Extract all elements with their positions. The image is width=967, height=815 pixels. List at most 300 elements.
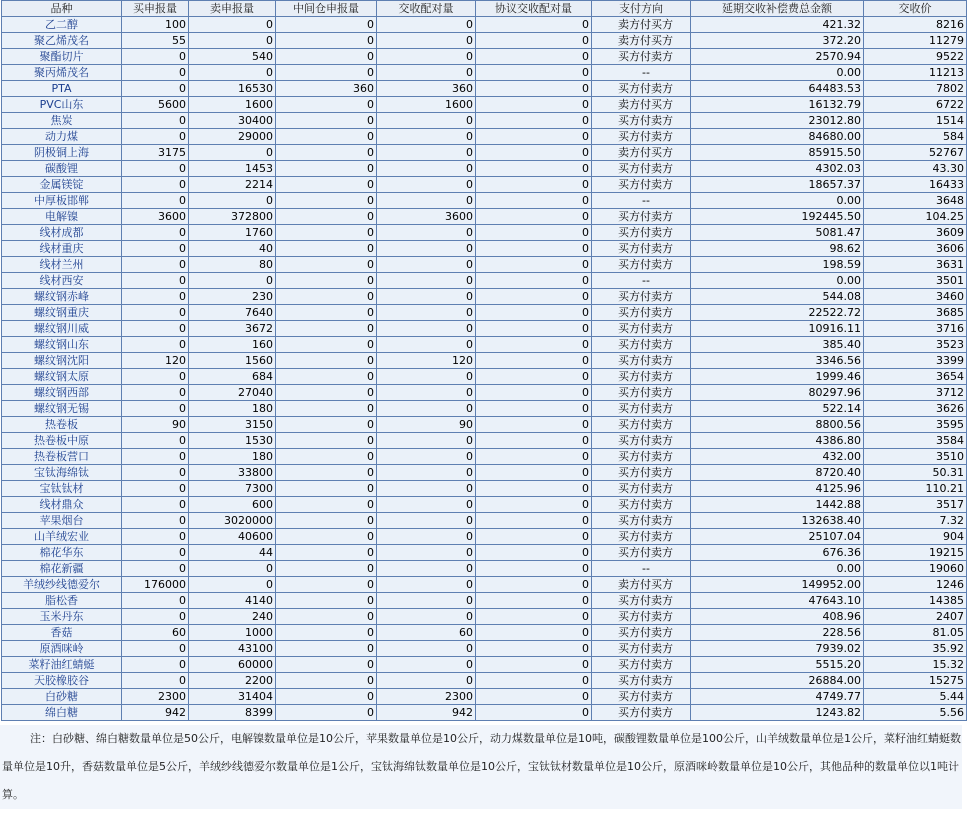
cell-agreement-qty: 0 — [476, 113, 592, 129]
cell-match-qty: 0 — [377, 593, 476, 609]
table-header-row — [2, 1, 967, 17]
cell-pay-direction: 买方付卖方 — [592, 321, 691, 337]
cell-product: 螺纹钢沈阳 — [2, 353, 122, 369]
cell-buy-qty: 0 — [122, 481, 189, 497]
cell-middle-qty: 0 — [276, 417, 377, 433]
table-row — [2, 257, 967, 273]
cell-middle-qty: 0 — [276, 337, 377, 353]
cell-agreement-qty: 0 — [476, 273, 592, 289]
cell-product: 羊绒纱线德爱尔 — [2, 577, 122, 593]
cell-price: 5.56 — [864, 705, 967, 721]
cell-pay-direction: 买方付卖方 — [592, 337, 691, 353]
cell-sell-qty: 40 — [189, 241, 276, 257]
cell-compensation: 85915.50 — [691, 145, 864, 161]
table-row — [2, 113, 967, 129]
cell-sell-qty: 0 — [189, 273, 276, 289]
note-text: 注：白砂糖、绵白糖数量单位是50公斤，电解镍数量单位是10公斤，苹果数量单位是10公斤，动力煤数量单位是10吨，碳酸锂数量单位是100公斤，山羊绒数量单位是1公斤，菜籽油红蜻蜓数量单位是10升，香菇数量单位是5公斤，羊绒纱线德爱尔数量单位是1公斤，宝钛海绵钛数量单位是10公斤，宝钛钛材数量单位是10公斤，原酒咪岭数量单位是10公斤，其他品种的数量单位以1吨计算。 — [2, 732, 961, 801]
cell-match-qty: 0 — [377, 113, 476, 129]
cell-match-qty: 0 — [377, 513, 476, 529]
cell-sell-qty: 1760 — [189, 225, 276, 241]
cell-match-qty: 60 — [377, 625, 476, 641]
cell-match-qty: 0 — [377, 241, 476, 257]
cell-product: 玉米丹东 — [2, 609, 122, 625]
table-row — [2, 705, 967, 721]
cell-buy-qty: 0 — [122, 497, 189, 513]
cell-product: 螺纹钢太原 — [2, 369, 122, 385]
table-row — [2, 625, 967, 641]
cell-middle-qty: 0 — [276, 545, 377, 561]
cell-agreement-qty: 0 — [476, 401, 592, 417]
cell-sell-qty: 684 — [189, 369, 276, 385]
cell-agreement-qty: 0 — [476, 145, 592, 161]
cell-buy-qty: 0 — [122, 65, 189, 81]
cell-price: 16433 — [864, 177, 967, 193]
cell-sell-qty: 8399 — [189, 705, 276, 721]
cell-match-qty: 0 — [377, 337, 476, 353]
cell-match-qty: 0 — [377, 369, 476, 385]
table-row — [2, 529, 967, 545]
cell-middle-qty: 0 — [276, 321, 377, 337]
cell-price: 1514 — [864, 113, 967, 129]
cell-sell-qty: 1600 — [189, 97, 276, 113]
table-row — [2, 465, 967, 481]
cell-compensation: 432.00 — [691, 449, 864, 465]
cell-agreement-qty: 0 — [476, 177, 592, 193]
cell-match-qty: 0 — [377, 257, 476, 273]
table-row — [2, 81, 967, 97]
cell-buy-qty: 0 — [122, 241, 189, 257]
cell-compensation: 47643.10 — [691, 593, 864, 609]
cell-buy-qty: 0 — [122, 49, 189, 65]
cell-middle-qty: 0 — [276, 209, 377, 225]
table-row — [2, 209, 967, 225]
cell-price: 3606 — [864, 241, 967, 257]
cell-price: 104.25 — [864, 209, 967, 225]
cell-price: 3460 — [864, 289, 967, 305]
cell-match-qty: 0 — [377, 385, 476, 401]
table-row — [2, 145, 967, 161]
cell-agreement-qty: 0 — [476, 289, 592, 305]
table-row — [2, 161, 967, 177]
cell-product: 线材兰州 — [2, 257, 122, 273]
cell-price: 3399 — [864, 353, 967, 369]
cell-buy-qty: 0 — [122, 609, 189, 625]
cell-match-qty: 0 — [377, 401, 476, 417]
cell-sell-qty: 31404 — [189, 689, 276, 705]
table-row — [2, 401, 967, 417]
cell-price: 15275 — [864, 673, 967, 689]
cell-buy-qty: 0 — [122, 513, 189, 529]
cell-buy-qty: 55 — [122, 33, 189, 49]
cell-price: 3510 — [864, 449, 967, 465]
cell-compensation: 228.56 — [691, 625, 864, 641]
cell-compensation: 80297.96 — [691, 385, 864, 401]
cell-price: 81.05 — [864, 625, 967, 641]
cell-pay-direction: 买方付卖方 — [592, 289, 691, 305]
cell-middle-qty: 0 — [276, 257, 377, 273]
cell-buy-qty: 0 — [122, 321, 189, 337]
cell-compensation: 132638.40 — [691, 513, 864, 529]
cell-agreement-qty: 0 — [476, 385, 592, 401]
cell-price: 3631 — [864, 257, 967, 273]
cell-agreement-qty: 0 — [476, 193, 592, 209]
cell-agreement-qty: 0 — [476, 625, 592, 641]
cell-sell-qty: 40600 — [189, 529, 276, 545]
cell-middle-qty: 0 — [276, 609, 377, 625]
cell-buy-qty: 176000 — [122, 577, 189, 593]
cell-agreement-qty: 0 — [476, 465, 592, 481]
cell-price: 3595 — [864, 417, 967, 433]
cell-compensation: 198.59 — [691, 257, 864, 273]
cell-price: 6722 — [864, 97, 967, 113]
cell-buy-qty: 90 — [122, 417, 189, 433]
cell-price: 11213 — [864, 65, 967, 81]
cell-price: 3584 — [864, 433, 967, 449]
cell-pay-direction: 买方付卖方 — [592, 177, 691, 193]
cell-compensation: 0.00 — [691, 65, 864, 81]
cell-buy-qty: 3600 — [122, 209, 189, 225]
cell-compensation: 1442.88 — [691, 497, 864, 513]
cell-compensation: 22522.72 — [691, 305, 864, 321]
cell-match-qty: 0 — [377, 641, 476, 657]
cell-agreement-qty: 0 — [476, 257, 592, 273]
cell-price: 11279 — [864, 33, 967, 49]
cell-product: 热卷板 — [2, 417, 122, 433]
cell-product: 螺纹钢川威 — [2, 321, 122, 337]
cell-pay-direction: 买方付卖方 — [592, 593, 691, 609]
table-row — [2, 513, 967, 529]
cell-agreement-qty: 0 — [476, 49, 592, 65]
cell-compensation: 0.00 — [691, 273, 864, 289]
cell-price: 3648 — [864, 193, 967, 209]
cell-pay-direction: 买方付卖方 — [592, 225, 691, 241]
cell-agreement-qty: 0 — [476, 369, 592, 385]
cell-match-qty: 0 — [377, 433, 476, 449]
cell-product: 绵白糖 — [2, 705, 122, 721]
col-header-buy-qty: 买申报量 — [122, 1, 189, 17]
cell-agreement-qty: 0 — [476, 209, 592, 225]
delivery-table — [1, 0, 967, 721]
cell-match-qty: 0 — [377, 449, 476, 465]
cell-sell-qty: 33800 — [189, 465, 276, 481]
cell-product: 热卷板营口 — [2, 449, 122, 465]
col-header-middle-qty: 中间仓申报量 — [276, 1, 377, 17]
cell-middle-qty: 0 — [276, 145, 377, 161]
table-row — [2, 17, 967, 33]
cell-pay-direction: 买方付卖方 — [592, 465, 691, 481]
cell-sell-qty: 2200 — [189, 673, 276, 689]
cell-pay-direction: 买方付卖方 — [592, 481, 691, 497]
cell-middle-qty: 0 — [276, 129, 377, 145]
cell-pay-direction: 卖方付买方 — [592, 577, 691, 593]
table-row — [2, 657, 967, 673]
table-row — [2, 673, 967, 689]
cell-agreement-qty: 0 — [476, 689, 592, 705]
cell-product: 螺纹钢西部 — [2, 385, 122, 401]
cell-agreement-qty: 0 — [476, 321, 592, 337]
cell-match-qty: 360 — [377, 81, 476, 97]
cell-match-qty: 0 — [377, 305, 476, 321]
table-row — [2, 449, 967, 465]
cell-compensation: 0.00 — [691, 193, 864, 209]
cell-product: 线材成都 — [2, 225, 122, 241]
cell-product: 动力煤 — [2, 129, 122, 145]
cell-pay-direction: 买方付卖方 — [592, 49, 691, 65]
cell-pay-direction: 买方付卖方 — [592, 369, 691, 385]
cell-middle-qty: 0 — [276, 177, 377, 193]
cell-sell-qty: 43100 — [189, 641, 276, 657]
cell-agreement-qty: 0 — [476, 673, 592, 689]
cell-compensation: 25107.04 — [691, 529, 864, 545]
cell-agreement-qty: 0 — [476, 225, 592, 241]
table-row — [2, 305, 967, 321]
cell-pay-direction: 买方付卖方 — [592, 497, 691, 513]
cell-middle-qty: 0 — [276, 193, 377, 209]
cell-sell-qty: 0 — [189, 577, 276, 593]
table-row — [2, 545, 967, 561]
cell-compensation: 4302.03 — [691, 161, 864, 177]
cell-buy-qty: 0 — [122, 385, 189, 401]
cell-match-qty: 0 — [377, 529, 476, 545]
cell-agreement-qty: 0 — [476, 33, 592, 49]
cell-pay-direction: 买方付卖方 — [592, 657, 691, 673]
cell-price: 19215 — [864, 545, 967, 561]
cell-pay-direction: 买方付卖方 — [592, 385, 691, 401]
cell-buy-qty: 0 — [122, 545, 189, 561]
cell-buy-qty: 0 — [122, 449, 189, 465]
cell-price: 3712 — [864, 385, 967, 401]
cell-pay-direction: 卖方付买方 — [592, 145, 691, 161]
col-header-compensation: 延期交收补偿费总金额 — [691, 1, 864, 17]
cell-price: 3501 — [864, 273, 967, 289]
cell-middle-qty: 360 — [276, 81, 377, 97]
cell-agreement-qty: 0 — [476, 449, 592, 465]
cell-buy-qty: 100 — [122, 17, 189, 33]
cell-middle-qty: 0 — [276, 225, 377, 241]
cell-buy-qty: 0 — [122, 129, 189, 145]
cell-buy-qty: 0 — [122, 113, 189, 129]
cell-sell-qty: 4140 — [189, 593, 276, 609]
cell-buy-qty: 942 — [122, 705, 189, 721]
cell-product: 棉花华东 — [2, 545, 122, 561]
cell-product: 菜籽油红蜻蜓 — [2, 657, 122, 673]
cell-price: 14385 — [864, 593, 967, 609]
cell-compensation: 3346.56 — [691, 353, 864, 369]
cell-agreement-qty: 0 — [476, 353, 592, 369]
cell-compensation: 2570.94 — [691, 49, 864, 65]
table-row — [2, 289, 967, 305]
cell-middle-qty: 0 — [276, 33, 377, 49]
cell-middle-qty: 0 — [276, 449, 377, 465]
table-row — [2, 97, 967, 113]
cell-agreement-qty: 0 — [476, 577, 592, 593]
cell-sell-qty: 30400 — [189, 113, 276, 129]
cell-product: 焦炭 — [2, 113, 122, 129]
cell-buy-qty: 0 — [122, 161, 189, 177]
cell-pay-direction: 卖方付买方 — [592, 97, 691, 113]
cell-buy-qty: 0 — [122, 273, 189, 289]
cell-buy-qty: 3175 — [122, 145, 189, 161]
cell-compensation: 149952.00 — [691, 577, 864, 593]
cell-compensation: 421.32 — [691, 17, 864, 33]
col-header-price: 交收价 — [864, 1, 967, 17]
table-row — [2, 273, 967, 289]
cell-pay-direction: 买方付卖方 — [592, 353, 691, 369]
cell-product: 线材西安 — [2, 273, 122, 289]
cell-price: 9522 — [864, 49, 967, 65]
cell-compensation: 192445.50 — [691, 209, 864, 225]
cell-pay-direction: 买方付卖方 — [592, 401, 691, 417]
cell-product: 宝钛钛材 — [2, 481, 122, 497]
cell-pay-direction: 买方付卖方 — [592, 433, 691, 449]
cell-price: 3716 — [864, 321, 967, 337]
cell-match-qty: 0 — [377, 161, 476, 177]
cell-match-qty: 0 — [377, 577, 476, 593]
cell-buy-qty: 0 — [122, 289, 189, 305]
cell-sell-qty: 230 — [189, 289, 276, 305]
cell-match-qty: 0 — [377, 273, 476, 289]
cell-sell-qty: 540 — [189, 49, 276, 65]
cell-match-qty: 0 — [377, 561, 476, 577]
cell-agreement-qty: 0 — [476, 337, 592, 353]
cell-middle-qty: 0 — [276, 689, 377, 705]
cell-pay-direction: 买方付卖方 — [592, 625, 691, 641]
cell-sell-qty: 7640 — [189, 305, 276, 321]
table-row — [2, 321, 967, 337]
cell-sell-qty: 1530 — [189, 433, 276, 449]
cell-buy-qty: 0 — [122, 337, 189, 353]
cell-middle-qty: 0 — [276, 513, 377, 529]
cell-sell-qty: 80 — [189, 257, 276, 273]
cell-agreement-qty: 0 — [476, 609, 592, 625]
cell-compensation: 7939.02 — [691, 641, 864, 657]
cell-sell-qty: 27040 — [189, 385, 276, 401]
cell-sell-qty: 0 — [189, 145, 276, 161]
cell-price: 5.44 — [864, 689, 967, 705]
cell-compensation: 10916.11 — [691, 321, 864, 337]
cell-agreement-qty: 0 — [476, 161, 592, 177]
cell-middle-qty: 0 — [276, 705, 377, 721]
table-body — [2, 17, 967, 721]
cell-price: 110.21 — [864, 481, 967, 497]
cell-buy-qty: 0 — [122, 369, 189, 385]
cell-buy-qty: 0 — [122, 81, 189, 97]
cell-pay-direction: 买方付卖方 — [592, 161, 691, 177]
cell-pay-direction: 买方付卖方 — [592, 449, 691, 465]
cell-sell-qty: 1453 — [189, 161, 276, 177]
cell-compensation: 676.36 — [691, 545, 864, 561]
cell-pay-direction: 买方付卖方 — [592, 545, 691, 561]
cell-buy-qty: 2300 — [122, 689, 189, 705]
cell-compensation: 5515.20 — [691, 657, 864, 673]
cell-product: 中厚板邯郸 — [2, 193, 122, 209]
cell-buy-qty: 0 — [122, 433, 189, 449]
cell-middle-qty: 0 — [276, 481, 377, 497]
cell-product: 聚乙烯茂名 — [2, 33, 122, 49]
cell-middle-qty: 0 — [276, 65, 377, 81]
cell-product: 聚酯切片 — [2, 49, 122, 65]
cell-middle-qty: 0 — [276, 97, 377, 113]
footnote — [0, 725, 962, 809]
cell-buy-qty: 0 — [122, 641, 189, 657]
table-row — [2, 609, 967, 625]
cell-buy-qty: 0 — [122, 593, 189, 609]
cell-agreement-qty: 0 — [476, 529, 592, 545]
cell-compensation: 385.40 — [691, 337, 864, 353]
cell-product: 阴极铜上海 — [2, 145, 122, 161]
cell-pay-direction: 卖方付买方 — [592, 33, 691, 49]
cell-sell-qty: 0 — [189, 561, 276, 577]
cell-middle-qty: 0 — [276, 49, 377, 65]
cell-product: 宝钛海绵钛 — [2, 465, 122, 481]
cell-sell-qty: 180 — [189, 449, 276, 465]
cell-match-qty: 0 — [377, 673, 476, 689]
cell-buy-qty: 120 — [122, 353, 189, 369]
cell-compensation: 372.20 — [691, 33, 864, 49]
cell-compensation: 8800.56 — [691, 417, 864, 433]
cell-agreement-qty: 0 — [476, 497, 592, 513]
cell-product: 螺纹钢山东 — [2, 337, 122, 353]
cell-middle-qty: 0 — [276, 241, 377, 257]
cell-product: 棉花新疆 — [2, 561, 122, 577]
cell-product: 白砂糖 — [2, 689, 122, 705]
cell-price: 3523 — [864, 337, 967, 353]
cell-pay-direction: -- — [592, 65, 691, 81]
table-row — [2, 689, 967, 705]
cell-match-qty: 0 — [377, 65, 476, 81]
cell-compensation: 544.08 — [691, 289, 864, 305]
cell-agreement-qty: 0 — [476, 417, 592, 433]
table-row — [2, 177, 967, 193]
cell-agreement-qty: 0 — [476, 97, 592, 113]
cell-pay-direction: 买方付卖方 — [592, 513, 691, 529]
cell-sell-qty: 1560 — [189, 353, 276, 369]
table-row — [2, 593, 967, 609]
cell-product: 原酒咪岭 — [2, 641, 122, 657]
cell-pay-direction: 买方付卖方 — [592, 241, 691, 257]
cell-product: 聚丙烯茂名 — [2, 65, 122, 81]
cell-compensation: 5081.47 — [691, 225, 864, 241]
cell-compensation: 18657.37 — [691, 177, 864, 193]
cell-sell-qty: 160 — [189, 337, 276, 353]
cell-agreement-qty: 0 — [476, 17, 592, 33]
cell-sell-qty: 3020000 — [189, 513, 276, 529]
cell-pay-direction: -- — [592, 561, 691, 577]
table-row — [2, 129, 967, 145]
cell-buy-qty: 0 — [122, 225, 189, 241]
cell-match-qty: 0 — [377, 145, 476, 161]
cell-compensation: 16132.79 — [691, 97, 864, 113]
cell-pay-direction: 买方付卖方 — [592, 673, 691, 689]
cell-middle-qty: 0 — [276, 433, 377, 449]
cell-product: 电解镍 — [2, 209, 122, 225]
cell-price: 3609 — [864, 225, 967, 241]
cell-pay-direction: 买方付卖方 — [592, 81, 691, 97]
cell-match-qty: 0 — [377, 545, 476, 561]
col-header-sell-qty: 卖申报量 — [189, 1, 276, 17]
cell-middle-qty: 0 — [276, 289, 377, 305]
cell-agreement-qty: 0 — [476, 545, 592, 561]
cell-compensation: 1999.46 — [691, 369, 864, 385]
cell-pay-direction: 买方付卖方 — [592, 129, 691, 145]
cell-middle-qty: 0 — [276, 353, 377, 369]
cell-match-qty: 0 — [377, 225, 476, 241]
table-row — [2, 241, 967, 257]
col-header-product: 品种 — [2, 1, 122, 17]
cell-middle-qty: 0 — [276, 401, 377, 417]
cell-sell-qty: 240 — [189, 609, 276, 625]
cell-compensation: 1243.82 — [691, 705, 864, 721]
